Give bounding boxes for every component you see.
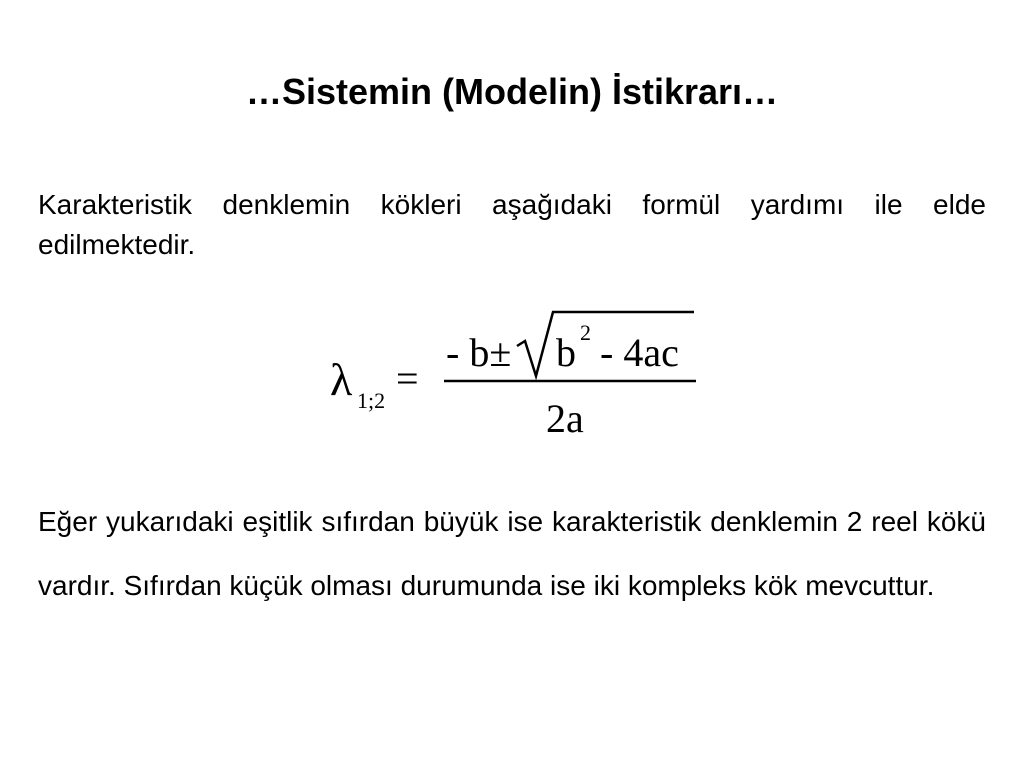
lambda-subscript: 1;2 — [357, 388, 386, 413]
radicand-base: b — [556, 330, 576, 375]
radicand-exponent: 2 — [580, 320, 591, 345]
formula-graphic — [0, 300, 1024, 460]
equals-sign: = — [396, 356, 419, 401]
denominator: 2a — [546, 396, 584, 441]
radicand-rest: - 4ac — [600, 330, 679, 375]
quadratic-formula — [0, 300, 1024, 460]
intro-paragraph: Karakteristik denklemin kökleri aşağıdaki formül yardımı ile elde edilmektedir. — [38, 189, 986, 260]
numerator-prefix: - b± — [446, 330, 512, 375]
slide-title: …Sistemin (Modelin) İstikrarı… — [245, 71, 779, 112]
lambda-symbol: λ — [330, 354, 353, 405]
conclusion-paragraph: Eğer yukarıdaki eşitlik sıfırdan büyük ise karakteristik denklemin 2 reel kökü vardır. Sıfırdan küçük olması durumunda ise iki kompleks kök mevcuttur. — [38, 506, 986, 601]
